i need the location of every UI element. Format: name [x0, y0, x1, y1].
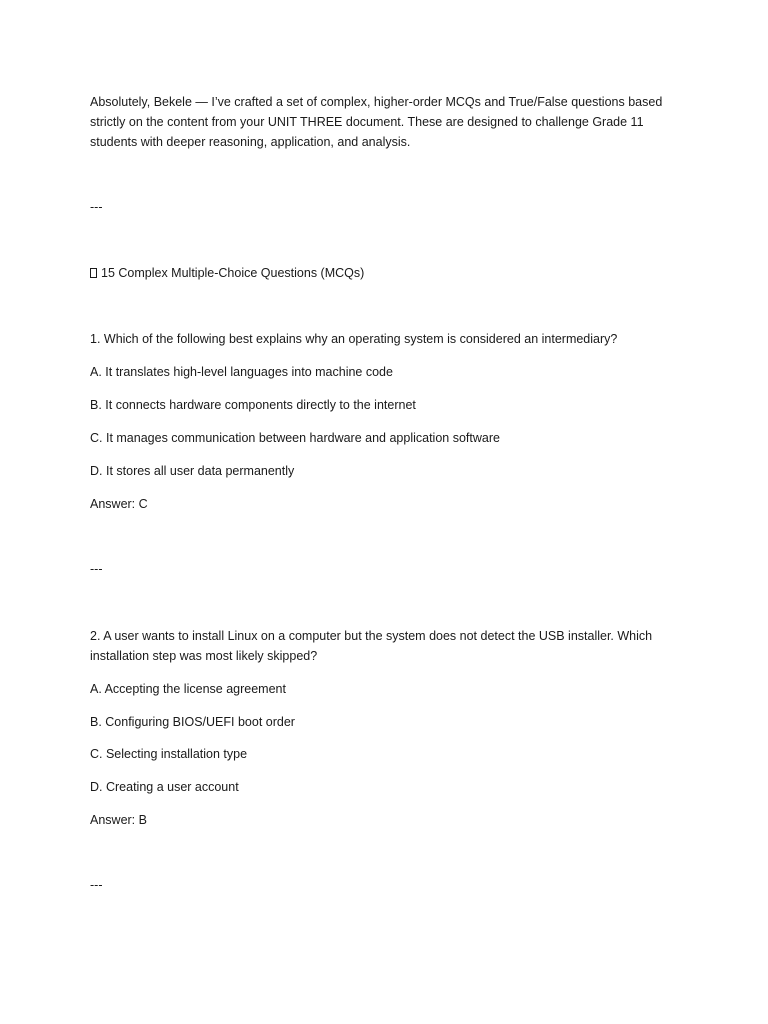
question-1-option-c: C. It manages communication between hardware and application software: [90, 431, 500, 445]
question-1-option-b: B. It connects hardware components directly to the internet: [90, 398, 416, 412]
intro-paragraph: Absolutely, Bekele — I’ve crafted a set of complex, higher-order MCQs and True/False questions based strictly on the content from your UNIT THREE document. These are designed to challenge Grade 11 students with deeper reasoning, application, and analysis.: [90, 95, 663, 149]
missing-glyph-icon: [90, 268, 97, 278]
question-1-text: 1. Which of the following best explains why an operating system is considered an intermediary?: [90, 332, 618, 346]
question-2-option-a: A. Accepting the license agreement: [90, 682, 286, 696]
question-2-option-b: B. Configuring BIOS/UEFI boot order: [90, 715, 295, 729]
question-1-option-d: D. It stores all user data permanently: [90, 464, 295, 478]
section-heading: [90, 263, 680, 283]
separator-2: ---: [90, 562, 103, 576]
question-2-option-c: C. Selecting installation type: [90, 747, 248, 761]
section-heading-text: 15 Complex Multiple-Choice Questions (MCQs): [101, 266, 365, 280]
question-1-option-a: A. It translates high-level languages into machine code: [90, 365, 393, 379]
separator-3: ---: [90, 878, 103, 892]
question-2-answer: Answer: B: [90, 813, 147, 827]
question-1-answer: Answer: C: [90, 497, 148, 511]
question-2-text: 2. A user wants to install Linux on a computer but the system does not detect the USB installer. Which installation step was most likely skipped?: [90, 629, 653, 663]
question-2-option-d: D. Creating a user account: [90, 780, 239, 794]
separator-1: ---: [90, 200, 103, 214]
